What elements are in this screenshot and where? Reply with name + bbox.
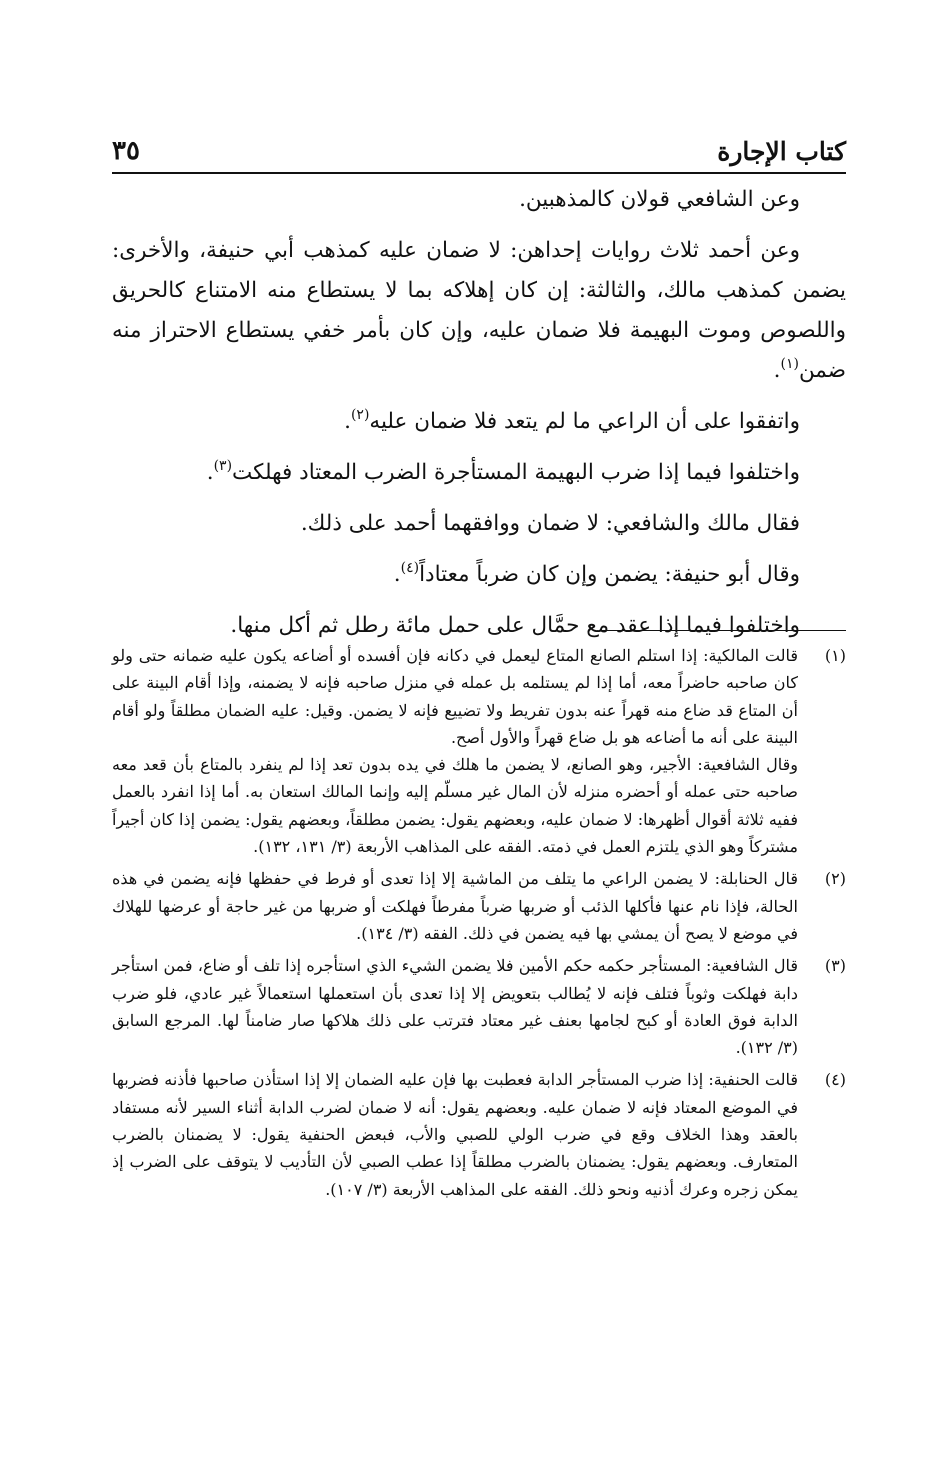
footnote-number: (٣): [824, 956, 846, 976]
running-head: [112, 126, 846, 166]
footnote-number: (٤): [824, 1070, 846, 1090]
footnote-1: [112, 642, 846, 860]
footnote-paragraph: قال الشافعية: المستأجر حكمه حكم الأمين فلا يضمن الشيء الذي استأجره إذا تلف أو ضاع، فمن استأجر دابة فهلكت وثوباً فتلف فإنه لا يُطالب بتعويض إلا إذا تعدى بأن استعملها استعمالاً غير عادي، فلو ضرب الدابة فوق العادة أو كبح لجامها بعنف غير معتاد فترتب على ذلك هلاكها صار ضامناً لها. المرجع السابق (٣/ ١٣٢).: [112, 956, 799, 1058]
footnote-text: [112, 642, 798, 860]
footnote-ref[interactable]: (٣): [213, 458, 233, 474]
footnote-number: (٢): [824, 869, 846, 889]
footnote-paragraph: قالت المالكية: إذا استلم الصانع المتاع ليعمل في دكانه فإن أفسده أو أضاعه يكون عليه ضمانه حتى ولو كان صاحبه حاضراً معه، أما إذا لم يستلمه بل عمله في منزل صاحبه فإنه لا يضمنه، وإذا أقام البينة على أن المتاع قد ضاع منه قهراً عنه بدون تفريط ولا تضييع فإنه لا يضمن. وقيل: عليه الضمان مطلقاً ولو أقام البينة على أنه ما أضاعه هو بل ضاع قهراً والأول أصح.: [112, 646, 798, 747]
body-paragraph: واتفقوا على أن الراعي ما لم يتعد فلا ضمان عليه$^{(٢)}$.: [344, 407, 800, 434]
footnote-separator: [600, 630, 846, 631]
body-paragraph: وعن أحمد ثلاث روايات إحداهن: لا ضمان عليه كمذهب أبي حنيفة، والأخرى: يضمن كمذهب مالك، والثالثة: إن كان إهلاكه بما لا يستطاع منه الامتناع كالحريق واللصوص وموت البهيمة فلا ضمان عليه، وإن كان بأمر خفي يستطاع الاحتراز منه ضمن$^{(١)}$.: [112, 238, 846, 383]
footnote-2: [112, 865, 846, 947]
footnote-3: [112, 952, 846, 1061]
footnotes: [112, 642, 846, 1208]
body-paragraph: واختلفوا فيما إذا عقد مع حمَّال على حمل مائة رطل ثم أكل منها.: [230, 613, 800, 638]
page-number: ٣٥: [112, 136, 140, 166]
body-paragraph: وقال أبو حنيفة: يضمن وإن كان ضرباً معتاداً$^{(٤)}$.: [393, 560, 800, 587]
footnote-text: [112, 1066, 798, 1202]
footnote-paragraph: قال الحنابلة: لا يضمن الراعي ما يتلف من الماشية إلا إذا تعدى أو فرط في حفظها فإنه يضمن في هذه الحالة، فإذا نام عنها فأكلها الذئب أو ضربها ضرباً مفرطاً فهلكت أو ضربها من غير حاجة أو عرضها للهلاك في موضع لا يصح أن يمشي بها فيه يضمن في ذلك. الفقه (٣/ ١٣٤).: [112, 869, 798, 943]
footnote-ref[interactable]: (٢): [350, 407, 370, 423]
body-paragraph: واختلفوا فيما إذا ضرب البهيمة المستأجرة الضرب المعتاد فهلكت$^{(٣)}$.: [206, 458, 800, 485]
header-rule: [112, 172, 846, 174]
body-paragraph: وعن الشافعي قولان كالمذهبين.: [519, 187, 800, 212]
footnote-text: [112, 865, 798, 947]
footnote-number: (١): [824, 646, 846, 665]
body-paragraph: فقال مالك والشافعي: لا ضمان ووافقهما أحمد على ذلك.: [300, 511, 800, 536]
footnote-text: [112, 952, 798, 1061]
book-title: كتاب الإجارة: [717, 137, 846, 166]
footnote-ref[interactable]: (٤): [400, 560, 420, 576]
footnote-4: [112, 1066, 846, 1202]
main-text: [112, 180, 846, 657]
footnote-ref[interactable]: (١): [780, 356, 799, 372]
footnote-paragraph: وقال الشافعية: الأجير، وهو الصانع، لا يضمن ما هلك في يده بدون تعد إذا لم ينفرد بالمتاع بأن قعد معه صاحبه حتى عمله أو أحضره منزله لأن المال غير مسلّم إليه وإنما المالك استعان به. أما إذا انفرد بالعمل ففيه ثلاثة أقوال أظهرها: لا ضمان عليه، وبعضهم يقول: يضمن مطلقاً، وبعضهم يقول: يضمن إذا كان أجيراً مشتركاً وهو الذي يلتزم العمل في ذمته. الفقه على المذاهب الأربعة (٣/ ١٣١، ١٣٢).: [112, 755, 799, 857]
footnote-paragraph: قالت الحنفية: إذا ضرب المستأجر الدابة فعطبت بها فإن عليه الضمان إلا إذا استأذن صاحبها فأذنه فضربها في الموضع المعتاد فإنه لا ضمان عليه. وبعضهم يقول: أنه لا ضمان لضرب الدابة أثناء السير لأنه مستفاد بالعقد وهذا الخلاف وقع في ضرب الولي للصبي والأب، فبعض الحنفية يقول: لا يضمنان بالضرب المتعارف. وبعضهم يقول: يضمنان بالضرب مطلقاً إذا عطب الصبي لأن التأديب لا يتوقف على الضرب إذ يمكن زجره وعرك أذنيه ونحو ذلك. الفقه على المذاهب الأربعة (٣/ ١٠٧).: [112, 1070, 799, 1199]
